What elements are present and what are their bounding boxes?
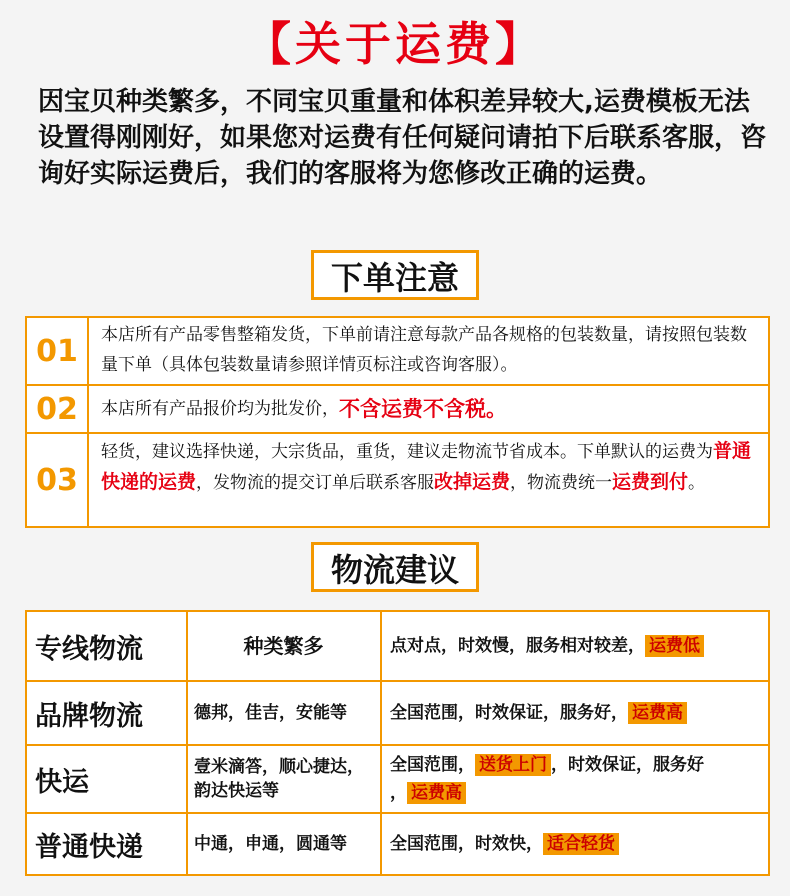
table-row xyxy=(26,813,769,875)
notice-highlight: 改掉运费 xyxy=(434,471,511,493)
logistics-desc: 全国范围， 送货上门 ，时效保证，服务好 ， 运费高 xyxy=(381,745,769,813)
logistics-table xyxy=(25,610,770,876)
notice-number: 01 xyxy=(27,318,89,384)
table-row xyxy=(26,611,769,681)
table-row xyxy=(26,745,769,813)
logistics-tag: 送货上门 xyxy=(475,754,551,776)
notice-row-01 xyxy=(27,318,768,386)
logistics-tag: 运费低 xyxy=(645,635,704,657)
notice-highlight: 运费到付 xyxy=(612,471,689,493)
order-notice-heading: 下单注意 xyxy=(311,250,479,300)
logistics-type: 快运 xyxy=(26,745,187,813)
shipping-intro: 因宝贝种类繁多，不同宝贝重量和体积差异较大,运费模板无法设置得刚刚好，如果您对运费有任何疑问请拍下后联系客服，咨询好实际运费后，我们的客服将为您修改正确的运费。 xyxy=(38,87,767,189)
notice-highlight: 普通快递的运费 xyxy=(101,440,752,493)
notice-number: 02 xyxy=(27,386,89,432)
notice-text: 本店所有产品报价均为批发价， 不含运费不含税。 xyxy=(89,386,768,432)
logistics-tag: 运费高 xyxy=(407,782,466,804)
logistics-examples: 种类繁多 xyxy=(187,611,381,681)
table-row xyxy=(26,681,769,745)
notice-number: 03 xyxy=(27,434,89,526)
notice-text: 本店所有产品零售整箱发货，下单前请注意每款产品各规格的包装数量，请按照包装数量下单（具体包装数量请参照详情页标注或咨询客服）。 xyxy=(101,325,747,375)
logistics-desc: 全国范围，时效保证，服务好， 运费高 xyxy=(381,681,769,745)
logistics-tag: 运费高 xyxy=(628,702,687,724)
logistics-heading: 物流建议 xyxy=(311,542,479,592)
logistics-desc: 全国范围，时效快， 适合轻货 xyxy=(381,813,769,875)
page-title: 【关于运费】 xyxy=(245,17,545,71)
logistics-examples: 中通，申通，圆通等 xyxy=(187,813,381,875)
notice-text: 轻货，建议选择快递，大宗货品，重货，建议走物流节省成本。下单默认的运费为普通快递的运费，发物流的提交订单后联系客服改掉运费，物流费统一运费到付。 xyxy=(101,440,752,493)
notice-row-02 xyxy=(27,386,768,434)
logistics-examples: 德邦，佳吉，安能等 xyxy=(187,681,381,745)
logistics-type: 专线物流 xyxy=(26,611,187,681)
logistics-tag: 适合轻货 xyxy=(543,833,619,855)
logistics-desc: 点对点，时效慢，服务相对较差， 运费低 xyxy=(381,611,769,681)
logistics-examples: 壹米滴答，顺心捷达，韵达快运等 xyxy=(187,745,381,813)
logistics-type: 普通快递 xyxy=(26,813,187,875)
notice-highlight: 不含运费不含税。 xyxy=(339,397,507,421)
order-notice-box xyxy=(25,316,770,528)
notice-row-03 xyxy=(27,434,768,526)
logistics-type: 品牌物流 xyxy=(26,681,187,745)
